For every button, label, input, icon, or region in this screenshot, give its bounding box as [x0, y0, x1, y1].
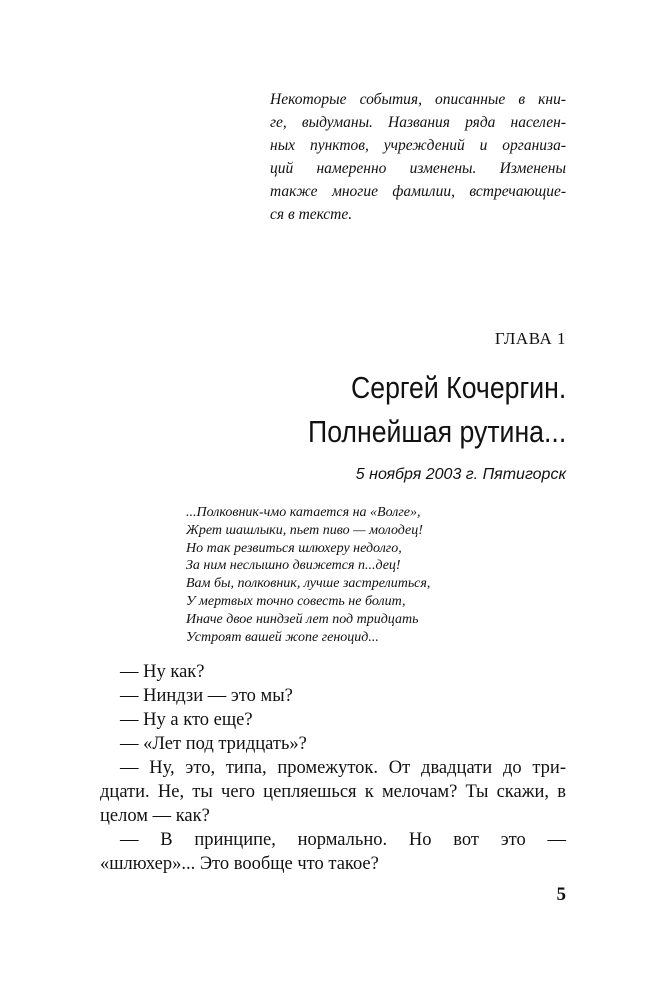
epigraph-line: За ним неслышно движется п...дец! — [186, 558, 401, 574]
dialogue-paragraph: — Ну а кто еще? — [120, 710, 253, 730]
disclaimer-line: также многие фамилии, встречающие- — [270, 183, 566, 200]
disclaimer-line: ся в тексте. — [270, 206, 353, 223]
epigraph-line: Иначе двое ниндзей лет под тридцать — [186, 611, 419, 627]
chapter-title-line: Сергей Кочергин. — [350, 370, 566, 405]
epigraph-line: Устроят вашей жопе геноцид... — [186, 629, 379, 645]
dialogue-line: дцати. Не, ты чего цепляешься к мелочам? Ты скажи, в — [100, 782, 566, 802]
dialogue-line: целом — как? — [100, 806, 210, 826]
dialogue-line: — Ну, это, типа, промежуток. От двадцати до три- — [120, 758, 566, 778]
dialogue-line: «шлюхер»... Это вообще что такое? — [100, 854, 379, 874]
chapter-dateline: 5 ноября 2003 г. Пятигорск — [355, 466, 566, 483]
dialogue-paragraph: — Ниндзи — это мы? — [120, 686, 293, 706]
epigraph-poem — [186, 504, 430, 646]
dialogue-paragraph: — Ну как? — [120, 662, 205, 682]
disclaimer-line: ций намеренно изменены. Изменены — [270, 160, 566, 177]
dialogue-line: — В принципе, нормально. Но вот это — — [120, 830, 566, 850]
epigraph-line: Вам бы, полковник, лучше застрелиться, — [186, 576, 431, 592]
disclaimer-line: Некоторые события, описанные в кни- — [270, 91, 566, 108]
dialogue-paragraph — [100, 828, 566, 876]
epigraph-line: Но так резвиться шлюхеру недолго, — [186, 540, 402, 556]
dialogue-paragraph — [100, 756, 566, 828]
disclaimer-line: ных пунктов, учреждений и организа- — [270, 137, 566, 154]
dialogue-body — [100, 660, 566, 876]
disclaimer-line: ге, выдуманы. Названия ряда населен- — [270, 114, 566, 131]
disclaimer-note — [270, 88, 566, 226]
epigraph-line: ...Полковник-чмо катается на «Волге», — [186, 505, 421, 520]
page-number: 5 — [556, 884, 566, 905]
chapter-title — [308, 366, 566, 454]
chapter-title-line: Полнейшая рутина... — [307, 414, 566, 449]
epigraph-line: Жрет шашлыки, пьет пиво — молодец! — [186, 522, 423, 538]
chapter-label: ГЛАВА 1 — [494, 329, 566, 348]
dialogue-paragraph: — «Лет под тридцать»? — [120, 734, 307, 754]
epigraph-line: У мертвых точно совесть не болит, — [186, 593, 406, 609]
